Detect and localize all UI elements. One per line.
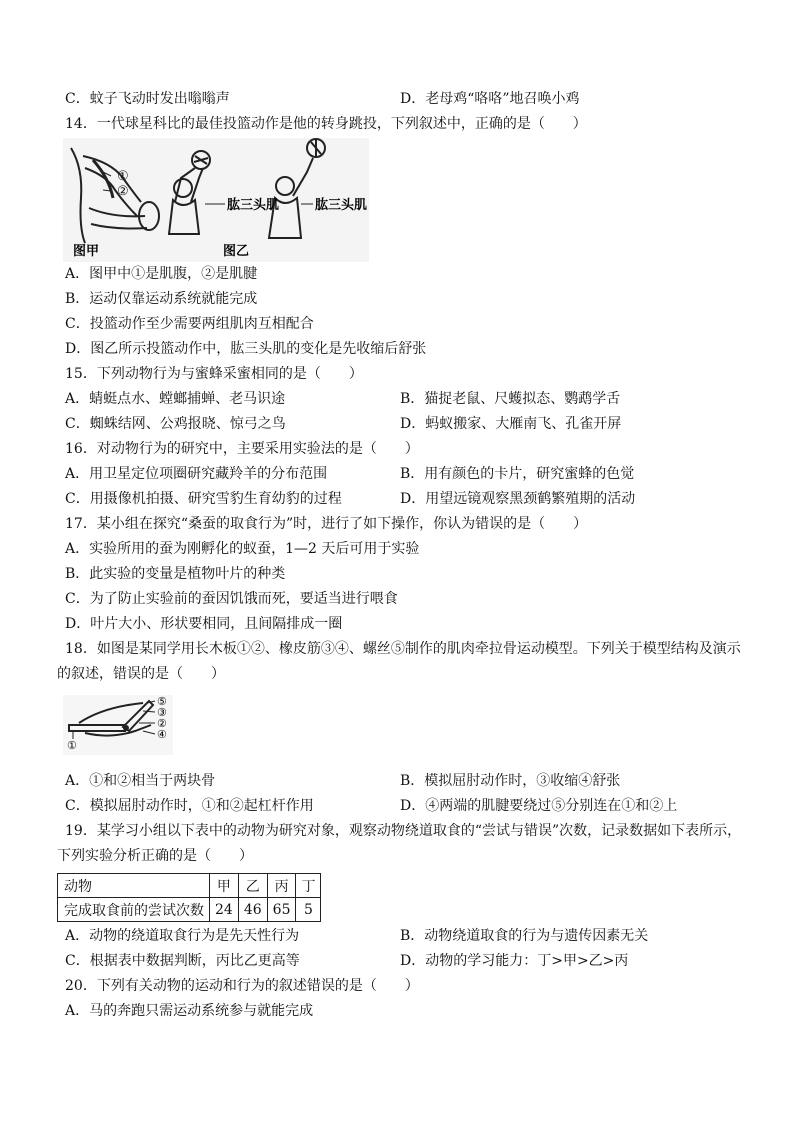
q19-option-a: A．动物的绕道取食行为是先天性行为 [65,928,300,944]
q14-figure-basketball [63,138,369,262]
table-header-cell: 丙 [267,874,296,898]
q16-option-b: B．用有颜色的卡片，研究蜜蜂的色觉 [400,466,635,482]
q15-option-c: C．蜘蛛结网、公鸡报晓、惊弓之鸟 [65,416,286,432]
q14-option-a: A．图甲中①是肌腹，②是肌腱 [65,266,258,282]
table-header-cell: 动物 [58,874,210,898]
q17-option-c: C．为了防止实验前的蚕因饥饿而死，要适当进行喂食 [65,591,398,607]
table-header-row [58,874,321,898]
q19-stem-line1: 19．某学习小组以下表中的动物为研究对象，观察动物绕道取食的“尝试与错误”次数，记录数据如下表所示， [65,823,742,839]
fig-label-jia: 图甲 [73,244,100,259]
q16-option-d: D．用望远镜观察黑颈鹤繁殖期的活动 [400,491,636,507]
q20-stem: 20．下列有关动物的运动和行为的叙述错误的是（ ） [65,978,419,994]
table-cell: 46 [238,898,267,922]
fig-label-yi: 图乙 [223,244,250,259]
q17-option-a: A．实验所用的蚕为刚孵化的蚁蚕，1—2 天后可用于实验 [65,541,420,557]
table-cell: 24 [210,898,239,922]
fig-num-3: ③ [157,706,167,719]
q14-option-c: C．投篮动作至少需要两组肌肉互相配合 [65,316,314,332]
q16-stem: 16．对动物行为的研究中，主要采用实验法的是（ ） [65,441,419,457]
q14-option-d: D．图乙所示投篮动作中，肱三头肌的变化是先收缩后舒张 [65,341,427,357]
q14-option-b: B．运动仅靠运动系统就能完成 [65,291,258,307]
q15-option-a: A．蜻蜓点水、螳螂捕蝉、老马识途 [65,391,286,407]
q19-option-d: D．动物的学习能力：丁>甲>乙>丙 [400,953,629,969]
table-cell: 完成取食前的尝试次数 [58,898,210,922]
fig-num-2: ② [117,184,129,199]
q18-stem-line1: 18．如图是某同学用长木板①②、橡皮筋③④、螺丝⑤制作的肌肉牵拉骨运动模型。下列关于模型结构及演示 [65,641,741,657]
table-header-cell: 丁 [296,874,321,898]
table-cell: 65 [267,898,296,922]
q15-option-b: B．猫捉老鼠、尺蠖拟态、鹦鹉学舌 [400,391,621,407]
q14-stem: 14．一代球星科比的最佳投篮动作是他的转身跳投，下列叙述中，正确的是（ ） [65,116,587,132]
table-header-cell: 乙 [238,874,267,898]
fig-num-5: ⑤ [157,695,167,708]
fig-num-1-model: ① [67,739,77,752]
q19-data-table [57,873,321,922]
q18-stem-line2: 的叙述，错误的是（ ） [57,666,225,682]
q15-option-d: D．蚂蚁搬家、大雁南飞、孔雀开屏 [400,416,622,432]
q18-option-b: B．模拟屈肘动作时，③收缩④舒张 [400,773,621,789]
q18-option-d: D．④两端的肌腱要绕过⑤分别连在①和②上 [400,798,678,814]
q17-option-d: D．叶片大小、形状要相同，且间隔排成一圈 [65,616,343,632]
table-row [58,898,321,922]
q17-option-b: B．此实验的变量是植物叶片的种类 [65,566,286,582]
q16-option-a: A．用卫星定位项圈研究藏羚羊的分布范围 [65,466,328,482]
q13-option-c: C．蚊子飞动时发出嗡嗡声 [65,91,230,107]
table-cell: 5 [296,898,321,922]
q19-option-c: C．根据表中数据判断，丙比乙更高等 [65,953,300,969]
fig-num-1: ① [117,169,129,184]
q19-stem-line2: 下列实验分析正确的是（ ） [57,848,253,864]
q15-stem: 15．下列动物行为与蜜蜂采蜜相同的是（ ） [65,366,363,382]
q13-option-d: D．老母鸡“咯咯”地召唤小鸡 [400,91,580,107]
fig-num-2-model: ② [157,717,167,730]
q18-option-c: C．模拟屈肘动作时，①和②起杠杆作用 [65,798,314,814]
fig-label-triceps-2: 肱三头肌 [315,198,368,213]
q18-option-a: A．①和②相当于两块骨 [65,773,216,789]
q18-figure-muscle-model [63,695,173,755]
fig-num-4: ④ [157,728,167,741]
table-header-cell: 甲 [210,874,239,898]
fig-label-triceps-1: 肱三头肌 [227,198,280,213]
q20-option-a: A．马的奔跑只需运动系统参与就能完成 [65,1003,314,1019]
q19-option-b: B．动物绕道取食的行为与遗传因素无关 [400,928,649,944]
q17-stem: 17．某小组在探究“桑蚕的取食行为”时，进行了如下操作，你认为错误的是（ ） [65,516,588,532]
q16-option-c: C．用摄像机拍摄、研究雪豹生育幼豹的过程 [65,491,342,507]
